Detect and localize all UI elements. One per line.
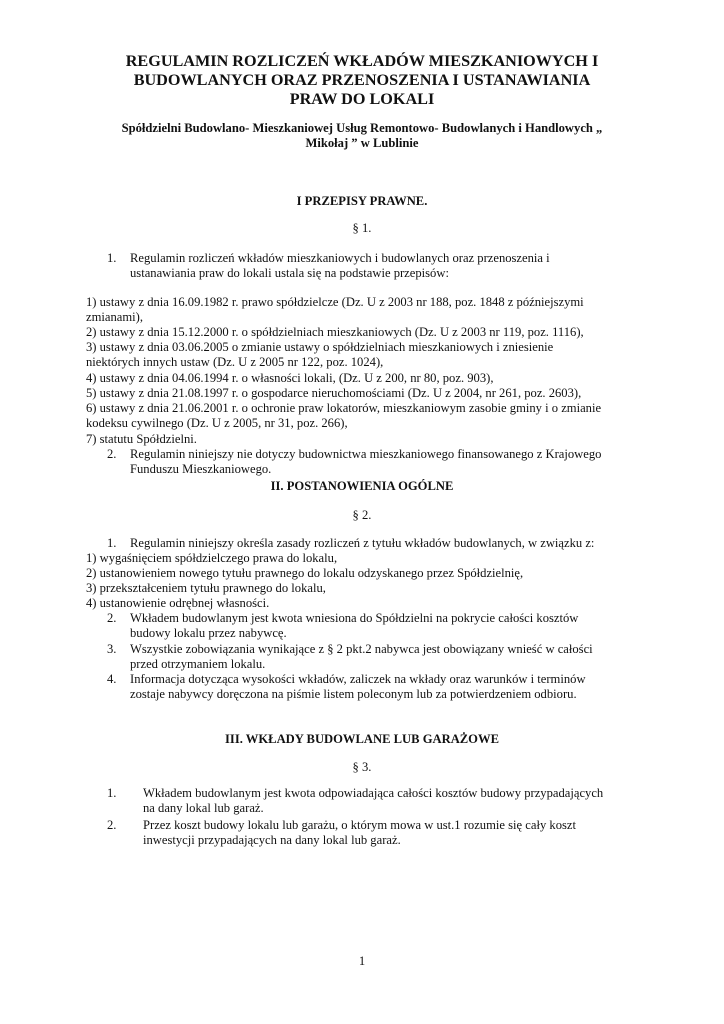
s1-item-1-line-1: Regulamin rozliczeń wkładów mieszkaniowych i budowlanych oraz przenoszenia i bbox=[130, 251, 550, 265]
s2-item-4-line-1: Informacja dotycząca wysokości wkładów, zaliczek na wkłady oraz warunków i terminów bbox=[130, 672, 586, 686]
s2-item-2-line-1: Wkładem budowlanym jest kwota wniesiona do Spółdzielni na pokrycie całości kosztów bbox=[130, 611, 579, 625]
s2-item-2-line-2: budowy lokalu przez nabywcę. bbox=[130, 626, 287, 640]
s3-item-2-line-2: inwestycji przypadających na dany lokal lub garaż. bbox=[143, 833, 401, 847]
section-2-paragraph-mark: § 2. bbox=[352, 508, 372, 522]
section-1-heading: I PRZEPISY PRAWNE. bbox=[296, 194, 428, 208]
s2-item-4-number: 4. bbox=[107, 672, 117, 686]
subtitle-line-1: Spółdzielni Budowlano- Mieszkaniowej Usług Remontowo- Budowlanych i Handlowych „ bbox=[121, 121, 603, 135]
s1-item-2-number: 2. bbox=[107, 447, 117, 461]
s2-item-1-line-1: Regulamin niniejszy określa zasady rozliczeń z tytułu wkładów budowlanych, w związku z: bbox=[130, 536, 595, 550]
s3-item-1-line-1: Wkładem budowlanym jest kwota odpowiadająca całości kosztów budowy przypadających bbox=[143, 786, 604, 800]
s2-item-3-number: 3. bbox=[107, 642, 117, 656]
s1-item-1-line-2: ustanawiania praw do lokali ustala się na podstawie przepisów: bbox=[130, 266, 449, 280]
s2-item-3-line-2: przed otrzymaniem lokalu. bbox=[130, 657, 266, 671]
s3-item-1-line-2: na dany lokal lub garaż. bbox=[143, 801, 264, 815]
s1-item-2-line-1: Regulamin niniejszy nie dotyczy budownictwa mieszkaniowego finansowanego z Krajowego bbox=[130, 447, 602, 461]
section-1-paragraph-mark: § 1. bbox=[352, 221, 372, 235]
s3-item-2-line-1: Przez koszt budowy lokalu lub garażu, o którym mowa w ust.1 rozumie się cały koszt bbox=[143, 818, 576, 832]
s1-item-2-line-2: Funduszu Mieszkaniowego. bbox=[130, 462, 272, 476]
s3-item-2-number: 2. bbox=[107, 818, 117, 832]
s2-item-2-number: 2. bbox=[107, 611, 117, 625]
section-2-heading: II. POSTANOWIENIA OGÓLNE bbox=[270, 479, 454, 493]
cause-line-3: 3) przekształceniem tytułu prawnego do lokalu, bbox=[86, 581, 326, 595]
s3-item-1-number: 1. bbox=[107, 786, 117, 800]
law-line-3: 2) ustawy z dnia 15.12.2000 r. o spółdzielniach mieszkaniowych (Dz. U z 2003 nr 119, poz. 1116), bbox=[86, 325, 584, 339]
title-line-1: REGULAMIN ROZLICZEŃ WKŁADÓW MIESZKANIOWYCH I bbox=[125, 52, 599, 70]
law-line-4: 3) ustawy z dnia 03.06.2005 o zmianie ustawy o spółdzielniach mieszkaniowych i zniesienie bbox=[86, 340, 554, 354]
subtitle-line-2: Mikołaj ” w Lublinie bbox=[305, 136, 419, 150]
cause-line-4: 4) ustanowienie odrębnej własności. bbox=[86, 596, 270, 610]
title-line-3: PRAW DO LOKALI bbox=[289, 90, 435, 108]
section-3-heading: III. WKŁADY BUDOWLANE LUB GARAŻOWE bbox=[225, 732, 499, 746]
s2-item-1-number: 1. bbox=[107, 536, 117, 550]
cause-line-1: 1) wygaśnięciem spółdzielczego prawa do lokalu, bbox=[86, 551, 338, 565]
s2-item-3-line-1: Wszystkie zobowiązania wynikające z § 2 pkt.2 nabywca jest obowiązany wnieść w całości bbox=[130, 642, 593, 656]
law-line-9: kodeksu cywilnego (Dz. U z 2005, nr 31, poz. 266), bbox=[86, 416, 348, 430]
law-line-5: niektórych innych ustaw (Dz. U z 2005 nr 122, poz. 1024), bbox=[86, 355, 384, 369]
page-number: 1 bbox=[358, 954, 366, 968]
document-title bbox=[86, 52, 638, 109]
law-line-1: 1) ustawy z dnia 16.09.1982 r. prawo spółdzielcze (Dz. U z 2003 nr 188, poz. 1848 z późniejszymi bbox=[86, 295, 584, 309]
law-line-8: 6) ustawy z dnia 21.06.2001 r. o ochronie praw lokatorów, mieszkaniowym zasobie gminy i o zmianie bbox=[86, 401, 602, 415]
cause-line-2: 2) ustanowieniem nowego tytułu prawnego do lokalu odzyskanego przez Spółdzielnię, bbox=[86, 566, 524, 580]
s1-item-1-number: 1. bbox=[107, 251, 117, 265]
law-line-2: zmianami), bbox=[86, 310, 143, 324]
law-line-7: 5) ustawy z dnia 21.08.1997 r. o gospodarce nieruchomościami (Dz. U z 2004, nr 261, poz. 2603), bbox=[86, 386, 582, 400]
law-line-6: 4) ustawy z dnia 04.06.1994 r. o własności lokali, (Dz. U z 200, nr 80, poz. 903), bbox=[86, 371, 494, 385]
title-line-2: BUDOWLANYCH ORAZ PRZENOSZENIA I USTANAWIANIA bbox=[133, 71, 591, 89]
document-subtitle bbox=[86, 121, 638, 151]
section-3-paragraph-mark: § 3. bbox=[352, 760, 372, 774]
s2-item-4-line-2: zostaje nabywcy doręczona na piśmie listem poleconym lub za potwierdzeniem odbioru. bbox=[130, 687, 577, 701]
law-line-10: 7) statutu Spółdzielni. bbox=[86, 432, 197, 446]
